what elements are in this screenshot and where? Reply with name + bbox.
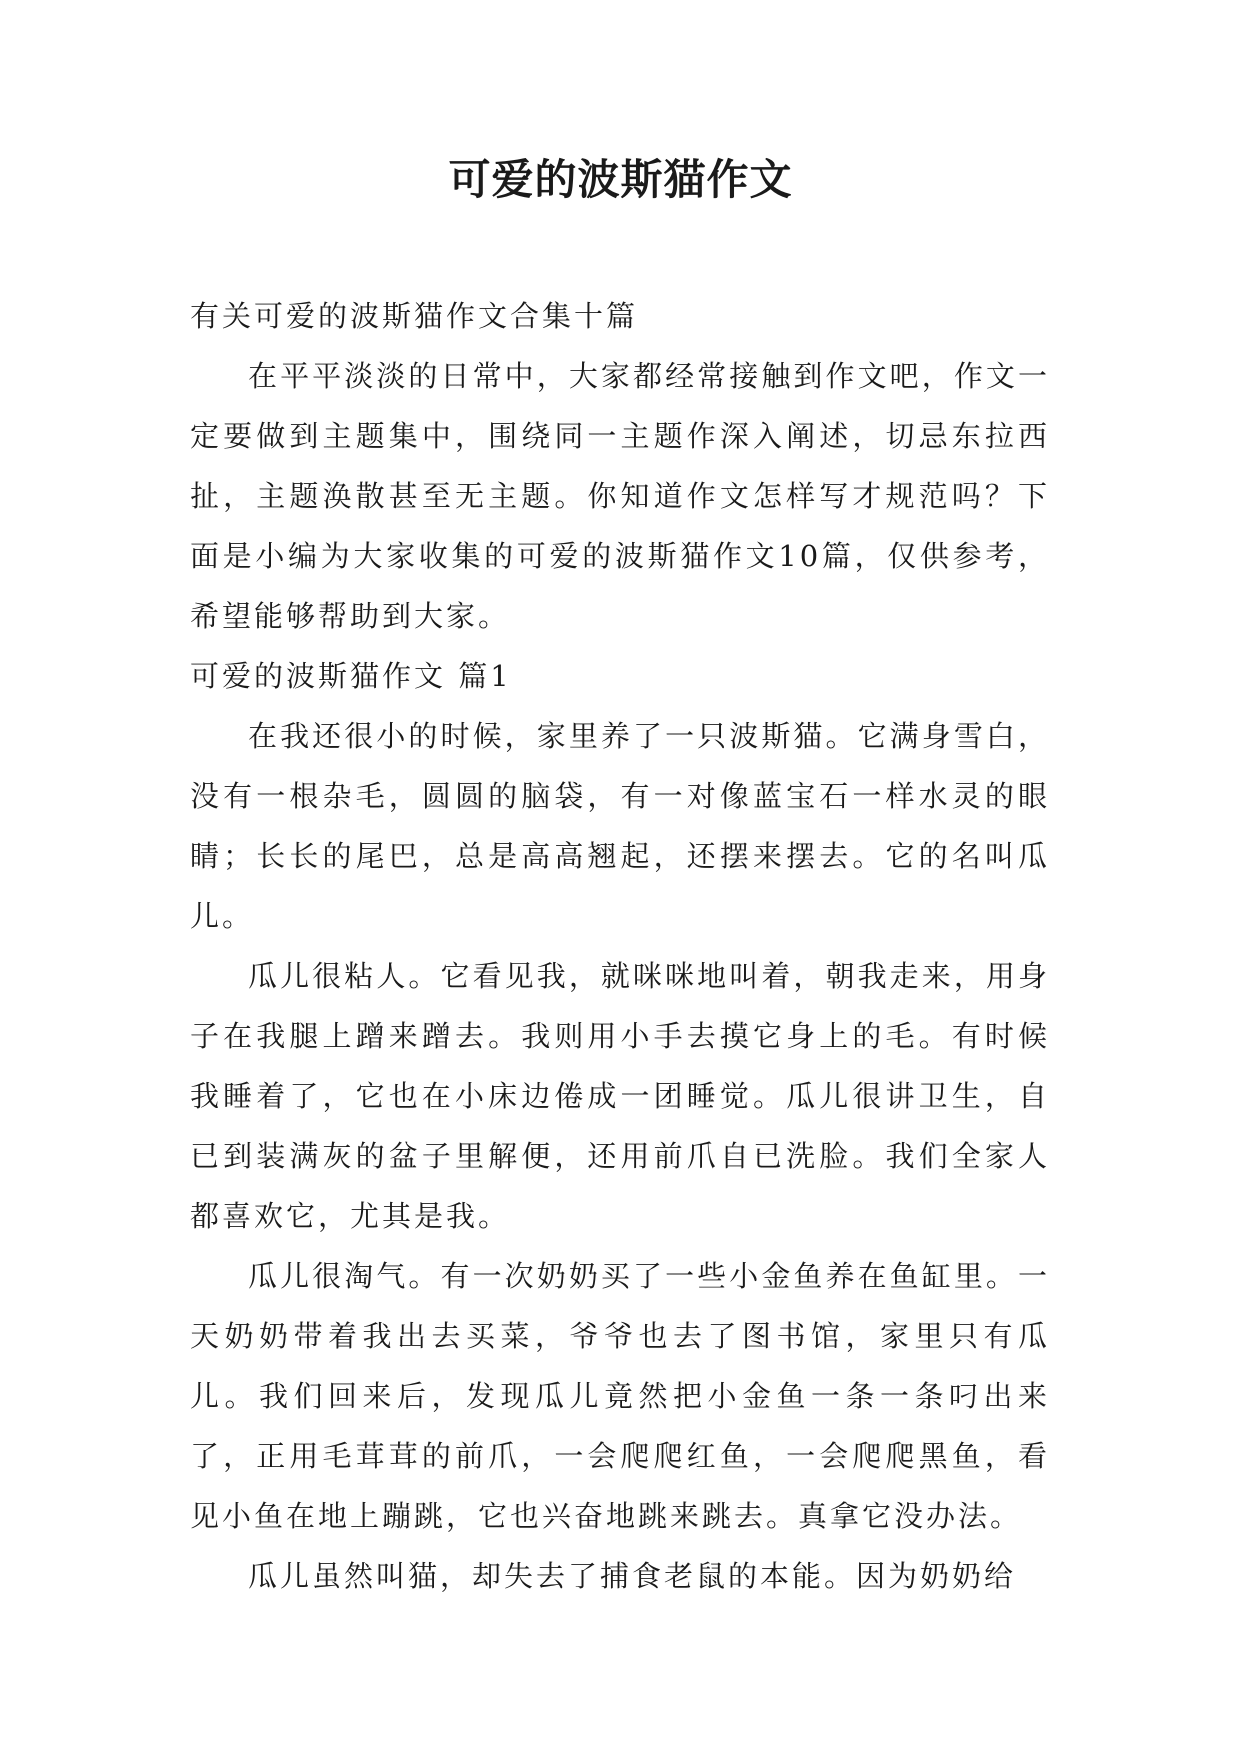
body-paragraph: 瓜儿很淘气。有一次奶奶买了一些小金鱼养在鱼缸里。一天奶奶带着我出去买菜，爷爷也去了图书馆，家里只有瓜儿。我们回来后，发现瓜儿竟然把小金鱼一条一条叼出来了，正用毛茸茸的前爪，一会爬爬红鱼，一会爬爬黑鱼，看见小鱼在地上蹦跳，它也兴奋地跳来跳去。真拿它没办法。 [190, 1259, 1050, 1533]
intro-paragraph: 在平平淡淡的日常中，大家都经常接触到作文吧，作文一定要做到主题集中，围绕同一主题作深入阐述，切忌东拉西扯，主题涣散甚至无主题。你知道作文怎样写才规范吗？下面是小编为大家收集的可爱的波斯猫作文10篇，仅供参考，希望能够帮助到大家。 [190, 359, 1050, 633]
document-title: 可爱的波斯猫作文 [448, 155, 793, 204]
body-paragraph: 瓜儿很粘人。它看见我，就咪咪地叫着，朝我走来，用身子在我腿上蹭来蹭去。我则用小手去摸它身上的毛。有时候我睡着了，它也在小床边倦成一团睡觉。瓜儿很讲卫生，自已到装满灰的盆子里解便，还用前爪自已洗脸。我们全家人都喜欢它，尤其是我。 [190, 959, 1050, 1233]
document-subtitle: 有关可爱的波斯猫作文合集十篇 [190, 299, 639, 333]
section-heading: 可爱的波斯猫作文 篇1 [190, 659, 512, 693]
body-paragraph: 瓜儿虽然叫猫，却失去了捕食老鼠的本能。因为奶奶给 [248, 1559, 1017, 1593]
document-body [190, 286, 1050, 1606]
body-paragraph: 在我还很小的时候，家里养了一只波斯猫。它满身雪白，没有一根杂毛，圆圆的脑袋，有一对像蓝宝石一样水灵的眼睛；长长的尾巴，总是高高翘起，还摆来摆去。它的名叫瓜儿。 [190, 719, 1050, 933]
